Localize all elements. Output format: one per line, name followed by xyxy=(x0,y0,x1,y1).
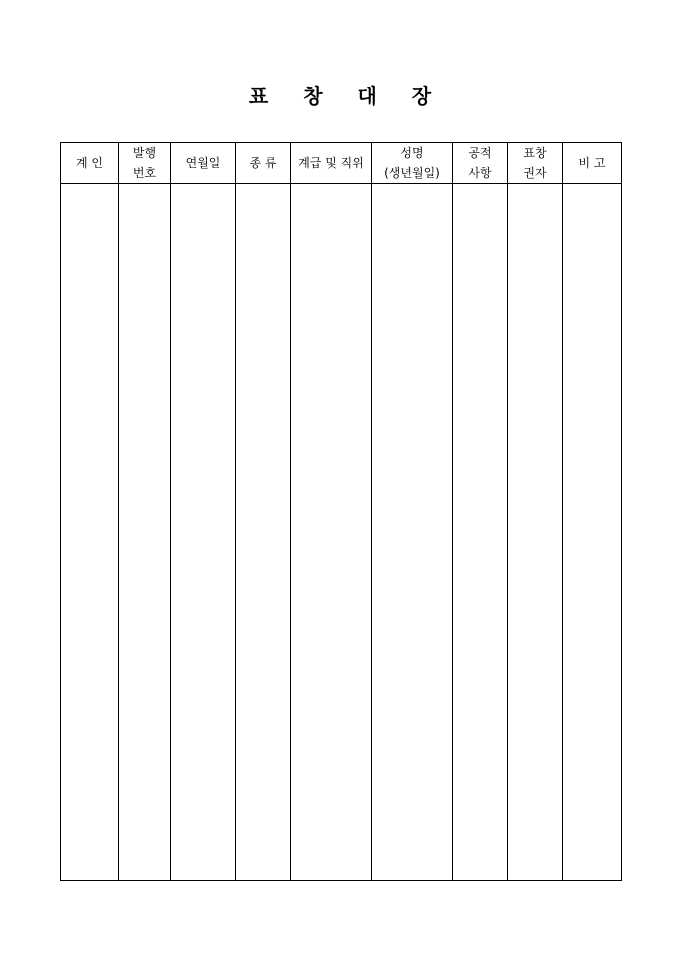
table-row xyxy=(61,184,622,881)
header-rank-position-label: 계급 및 직위 xyxy=(298,156,364,170)
header-row xyxy=(61,143,622,184)
header-merit-line1: 공적 xyxy=(468,146,492,160)
header-gyein-label: 계 인 xyxy=(76,156,103,170)
header-remarks xyxy=(563,143,622,184)
header-date-label: 연월일 xyxy=(185,156,221,170)
cell-commender[interactable] xyxy=(508,184,563,881)
header-issue-number-line2: 번호 xyxy=(132,166,157,180)
commendation-register-table xyxy=(60,142,622,881)
header-issue-number-line1: 발행 xyxy=(132,146,157,160)
cell-issue-number[interactable] xyxy=(119,184,171,881)
page-title: 표 창 대 장 xyxy=(248,84,446,108)
header-merit-line2: 사항 xyxy=(468,166,492,180)
header-name-birthdate xyxy=(372,143,453,184)
cell-merit[interactable] xyxy=(453,184,508,881)
cell-rank-position[interactable] xyxy=(291,184,372,881)
header-gyein xyxy=(61,143,119,184)
cell-type[interactable] xyxy=(236,184,291,881)
header-name-birthdate-line1: 성명 xyxy=(400,146,424,160)
header-commender xyxy=(508,143,563,184)
header-commender-line1: 표창 xyxy=(523,146,547,160)
header-type xyxy=(236,143,291,184)
header-date xyxy=(171,143,236,184)
header-commender-line2: 권자 xyxy=(523,166,547,180)
cell-date[interactable] xyxy=(171,184,236,881)
cell-gyein[interactable] xyxy=(61,184,119,881)
header-type-label: 종 류 xyxy=(249,156,277,170)
cell-remarks[interactable] xyxy=(563,184,622,881)
header-issue-number xyxy=(119,143,171,184)
header-merit xyxy=(453,143,508,184)
header-rank-position xyxy=(291,143,372,184)
header-name-birthdate-line2: (생년월일) xyxy=(384,166,440,180)
cell-name-birthdate[interactable] xyxy=(372,184,453,881)
header-remarks-label: 비 고 xyxy=(578,156,606,170)
